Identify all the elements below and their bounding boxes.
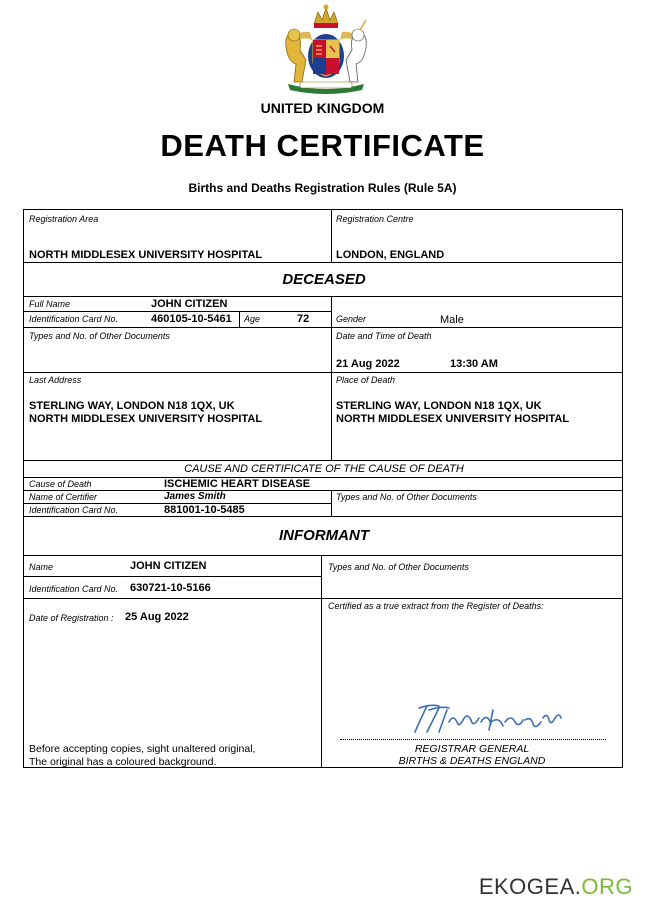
deceased-other-docs-label: Types and No. of Other Documents	[29, 331, 170, 341]
divider	[321, 555, 322, 768]
certifier-value: James Smith	[164, 491, 226, 502]
royal-coat-of-arms-icon	[276, 2, 376, 94]
watermark-part-2: ORG	[581, 874, 633, 899]
registration-area-value: NORTH MIDDLESEX UNIVERSITY HOSPITAL	[29, 249, 263, 261]
place-of-death-label: Place of Death	[336, 375, 396, 385]
divider	[331, 490, 332, 516]
divider	[24, 296, 622, 297]
divider	[24, 598, 622, 599]
divider	[24, 490, 622, 491]
cause-of-death-label: Cause of Death	[29, 479, 92, 489]
divider	[239, 311, 240, 327]
age-value: 72	[297, 313, 310, 325]
registration-centre-label: Registration Centre	[336, 214, 414, 224]
informant-name-value: JOHN CITIZEN	[130, 560, 207, 572]
full-name-label: Full Name	[29, 299, 71, 309]
divider	[24, 327, 622, 328]
document-title: DEATH CERTIFICATE	[160, 128, 485, 163]
divider	[24, 460, 622, 461]
cause-other-docs-label: Types and No. of Other Documents	[336, 492, 477, 502]
place-of-death-line-2: NORTH MIDDLESEX UNIVERSITY HOSPITAL	[336, 413, 570, 425]
divider	[24, 555, 622, 556]
divider	[24, 576, 321, 577]
age-label: Age	[244, 314, 261, 324]
certified-extract-label: Certified as a true extract from the Register of Deaths:	[328, 601, 544, 611]
cause-heading: CAUSE AND CERTIFICATE OF THE CAUSE OF DEATH	[184, 463, 464, 475]
divider	[331, 296, 332, 460]
signature-line	[340, 739, 606, 740]
rules-subtitle: Births and Deaths Registration Rules (Rule 5A)	[188, 181, 457, 195]
gender-value: Male	[440, 314, 464, 326]
certifier-id-value: 881001-10-5485	[164, 504, 245, 516]
certifier-id-label: Identification Card No.	[29, 505, 119, 515]
date-time-of-death-label: Date and Time of Death	[336, 331, 432, 341]
informant-heading: INFORMANT	[279, 527, 369, 544]
place-of-death-line-1: STERLING WAY, LONDON N18 1QX, UK	[336, 400, 542, 412]
registrar-title: REGISTRAR GENERAL	[414, 743, 530, 755]
full-name-value: JOHN CITIZEN	[151, 298, 228, 310]
registration-date-value: 25 Aug 2022	[125, 611, 189, 623]
registration-area-label: Registration Area	[29, 214, 99, 224]
informant-id-label: Identification Card No.	[29, 584, 119, 594]
certificate-table	[23, 209, 623, 768]
deceased-heading: DECEASED	[282, 271, 366, 288]
divider	[24, 311, 331, 312]
registrar-office: BIRTHS & DEATHS ENGLAND	[398, 755, 546, 767]
divider	[24, 477, 622, 478]
divider	[24, 262, 622, 263]
last-address-line-2: NORTH MIDDLESEX UNIVERSITY HOSPITAL	[29, 413, 263, 425]
informant-other-docs-label: Types and No. of Other Documents	[328, 562, 469, 572]
divider	[24, 372, 622, 373]
cause-of-death-value: ISCHEMIC HEART DISEASE	[164, 478, 311, 490]
registration-centre-value: LONDON, ENGLAND	[336, 249, 445, 261]
informant-id-value: 630721-10-5166	[130, 582, 211, 594]
registrar-signature	[409, 698, 569, 738]
deceased-id-label: Identification Card No.	[29, 314, 119, 324]
date-of-death-value: 21 Aug 2022	[336, 358, 400, 370]
watermark-part-1: EKOGEA.	[478, 874, 582, 899]
footer-note-2: The original has a coloured background.	[29, 756, 217, 768]
footer-note-1: Before accepting copies, sight unaltered original,	[29, 743, 256, 755]
last-address-label: Last Address	[29, 375, 82, 385]
registration-date-label: Date of Registration :	[29, 613, 114, 623]
divider	[24, 516, 622, 517]
time-of-death-value: 13:30 AM	[450, 358, 498, 370]
certifier-label: Name of Certifier	[29, 492, 98, 502]
gender-label: Gender	[336, 314, 367, 324]
divider	[331, 210, 332, 262]
last-address-line-1: STERLING WAY, LONDON N18 1QX, UK	[29, 400, 235, 412]
country-heading: UNITED KINGDOM	[260, 100, 385, 116]
deceased-id-value: 460105-10-5461	[151, 313, 232, 325]
site-watermark	[479, 874, 633, 900]
informant-name-label: Name	[29, 562, 54, 572]
